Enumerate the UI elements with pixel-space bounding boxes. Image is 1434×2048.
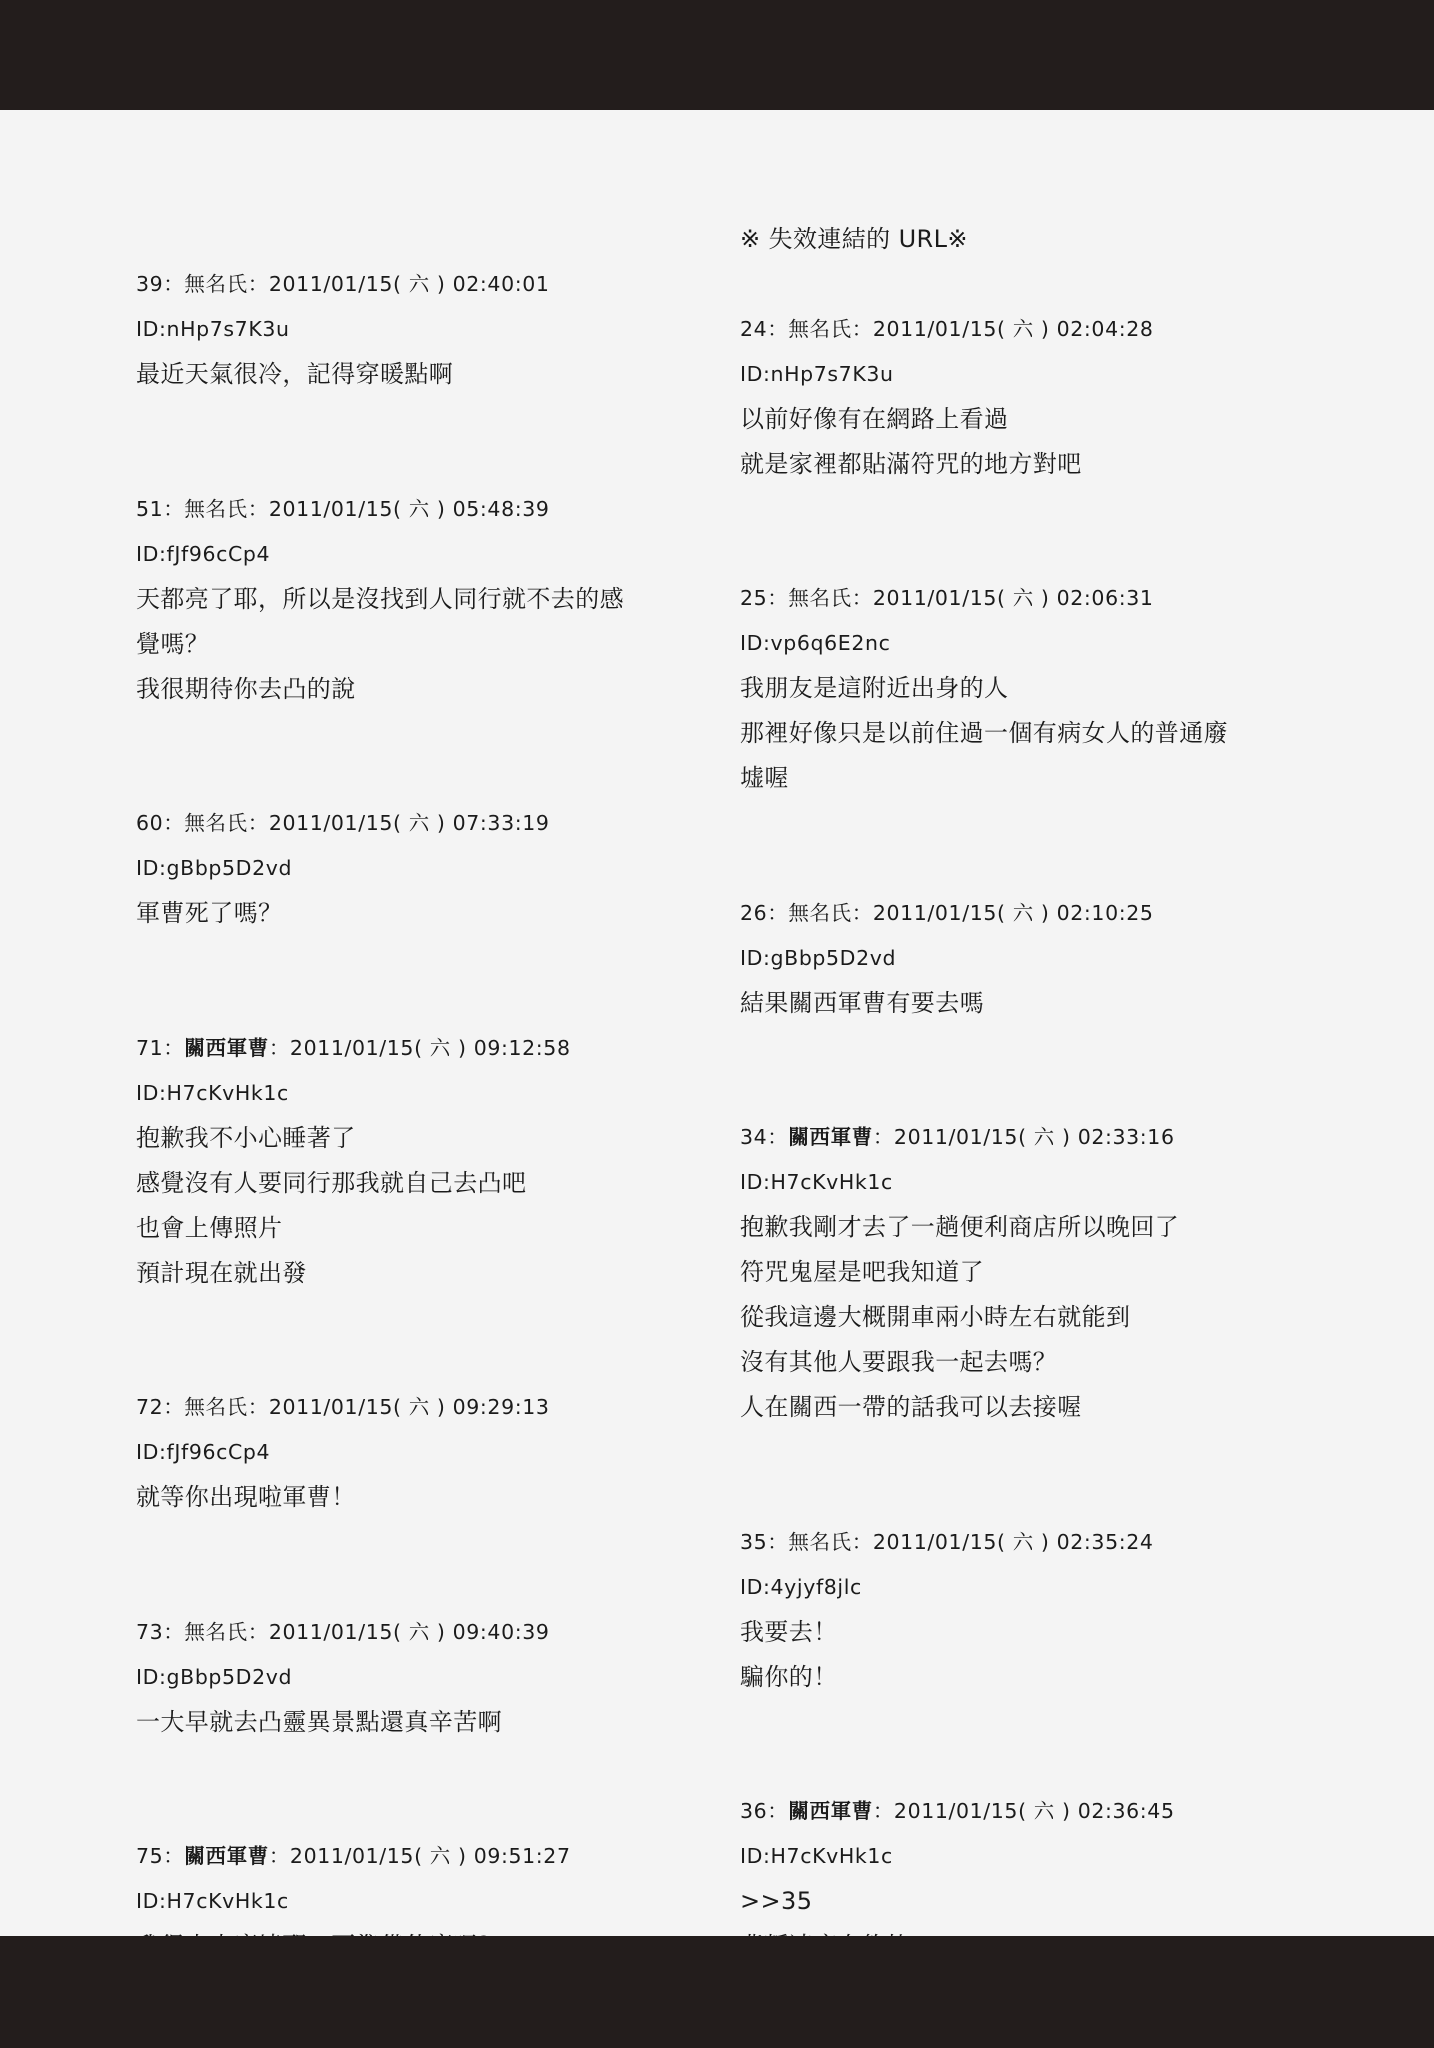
post-body-line: 我朋友是這附近出身的人 [740, 674, 1009, 702]
post-header [740, 1115, 1340, 1160]
post-body-line: 覺嗎？ [136, 629, 210, 658]
poster-name: 無名氏 [788, 900, 852, 925]
post-datetime: 2011/01/15( 六 ) 02:10:25 [872, 900, 1154, 925]
post-body-line: 抱歉我剛才去了一趟便利商店所以晚回了 [740, 1213, 1180, 1241]
right-column [740, 217, 1340, 1969]
post-spacer [740, 487, 1340, 577]
post-datetime: 2011/01/15( 六 ) 09:51:27 [289, 1844, 571, 1868]
post-39 [136, 262, 736, 397]
post-number: 75 [136, 1844, 164, 1868]
poster-name: 無名氏 [184, 1619, 248, 1644]
separator: ： [767, 586, 789, 610]
post-datetime: 2011/01/15( 六 ) 09:29:13 [268, 1395, 550, 1419]
post-spacer [136, 397, 736, 487]
post-datetime: 2011/01/15( 六 ) 02:33:16 [893, 1125, 1175, 1149]
post-datetime: 2011/01/15( 六 ) 09:40:39 [268, 1619, 550, 1644]
poster-id: ID:H7cKvHk1c [740, 1170, 893, 1194]
post-datetime: 2011/01/15( 六 ) 02:35:24 [872, 1529, 1154, 1554]
poster-id: ID:nHp7s7K3u [740, 361, 894, 386]
post-number: 36 [740, 1799, 768, 1823]
right-column-posts [740, 307, 1340, 1970]
post-datetime: 2011/01/15( 六 ) 07:33:19 [268, 811, 550, 835]
poster-name: 無名氏 [184, 272, 248, 296]
post-body-line: 騙你的！ [740, 1662, 838, 1691]
poster-id: ID:4yjyf8jlc [740, 1574, 862, 1599]
separator: ： [268, 1844, 290, 1868]
post-number: 24 [740, 316, 768, 341]
post-body-line: 從我這邊大概開車兩小時左右就能到 [740, 1303, 1131, 1331]
post-body-line: >>35 [740, 1887, 813, 1915]
post-datetime: 2011/01/15( 六 ) 02:04:28 [872, 316, 1154, 341]
post-header [136, 1610, 736, 1655]
post-spacer [136, 1296, 736, 1386]
post-number: 35 [740, 1529, 768, 1554]
post-body-line: 以前好像有在網路上看過 [740, 404, 1009, 433]
post-header [740, 307, 1340, 352]
post-51 [136, 487, 736, 712]
separator: ： [163, 272, 185, 296]
poster-name: 無名氏 [788, 1529, 852, 1554]
post-body-line: 就是家裡都貼滿符咒的地方對吧 [740, 449, 1082, 478]
post-number: 60 [136, 811, 164, 835]
post-25 [740, 576, 1340, 801]
separator: ： [767, 1799, 789, 1823]
post-body-line: 墟喔 [740, 764, 789, 792]
poster-name: 無名氏 [184, 496, 248, 521]
separator: ： [163, 1844, 185, 1868]
separator: ： [247, 272, 269, 296]
post-header [740, 891, 1340, 936]
post-72 [136, 1385, 736, 1520]
post-header [136, 1385, 736, 1430]
post-number: 72 [136, 1395, 164, 1419]
separator: ： [163, 1395, 185, 1419]
separator: ： [247, 1619, 269, 1644]
poster-name: 關西軍曹 [184, 1035, 269, 1060]
post-body-line: 最近天氣很冷，記得穿暖點啊 [136, 360, 454, 388]
post-header [136, 801, 736, 846]
separator: ： [268, 1035, 290, 1060]
bottom-black-band [0, 1936, 1434, 2048]
poster-id: ID:fJf96cCp4 [136, 541, 271, 566]
dead-link-notice: ※ 失效連結的 URL※ [740, 225, 968, 253]
post-header [740, 576, 1340, 621]
poster-name: 關西軍曹 [788, 1125, 873, 1149]
post-body-line: 一大早就去凸靈異景點還真辛苦啊 [136, 1707, 502, 1736]
post-71 [136, 1026, 736, 1296]
post-body-line: 符咒鬼屋是吧我知道了 [740, 1258, 984, 1286]
top-black-band [0, 0, 1434, 110]
separator: ： [247, 1395, 269, 1419]
post-body-line: 抱歉我不小心睡著了 [136, 1123, 356, 1152]
separator: ： [872, 1125, 894, 1149]
post-number: 25 [740, 586, 768, 610]
separator: ： [767, 1529, 789, 1554]
post-body-line: 結果關西軍曹有要去嗎 [740, 988, 984, 1017]
poster-id: ID:vp6q6E2nc [740, 631, 891, 655]
post-35 [740, 1520, 1340, 1700]
poster-name: 無名氏 [184, 1395, 248, 1419]
post-body-line: 預計現在就出發 [136, 1258, 307, 1287]
poster-name: 無名氏 [788, 316, 852, 341]
post-body-line: 那裡好像只是以前住過一個有病女人的普通廢 [740, 719, 1228, 747]
poster-id: ID:gBbp5D2vd [136, 856, 293, 880]
post-spacer [740, 1700, 1340, 1790]
post-spacer [740, 1430, 1340, 1520]
post-spacer [136, 936, 736, 1026]
separator: ： [767, 1125, 789, 1149]
post-26 [740, 891, 1340, 1026]
post-body-line: 感覺沒有人要同行那我就自己去凸吧 [136, 1168, 527, 1197]
separator: ： [163, 1035, 185, 1060]
separator: ： [163, 1619, 185, 1644]
post-datetime: 2011/01/15( 六 ) 05:48:39 [268, 496, 550, 521]
post-73 [136, 1610, 736, 1745]
poster-id: ID:H7cKvHk1c [136, 1889, 289, 1913]
post-number: 26 [740, 900, 768, 925]
post-datetime: 2011/01/15( 六 ) 02:40:01 [268, 272, 550, 296]
post-datetime: 2011/01/15( 六 ) 02:36:45 [893, 1799, 1175, 1823]
post-body-line: 沒有其他人要跟我一起去嗎？ [740, 1348, 1058, 1376]
post-spacer [136, 712, 736, 802]
separator: ： [851, 586, 873, 610]
post-spacer [740, 1026, 1340, 1116]
poster-name: 關西軍曹 [184, 1844, 269, 1868]
post-number: 51 [136, 496, 164, 521]
post-body-line: 軍曹死了嗎？ [136, 899, 283, 927]
post-body-line: 我很期待你去凸的說 [136, 674, 356, 703]
separator: ： [247, 811, 269, 835]
post-60 [136, 801, 736, 936]
separator: ： [767, 316, 789, 341]
post-body-line: 天都亮了耶，所以是沒找到人同行就不去的感 [136, 584, 624, 613]
post-34 [740, 1115, 1340, 1430]
post-body-line: 就等你出現啦軍曹！ [136, 1483, 356, 1511]
poster-name: 關西軍曹 [788, 1799, 873, 1823]
post-number: 39 [136, 272, 164, 296]
separator: ： [247, 496, 269, 521]
post-spacer [136, 1745, 736, 1835]
poster-id: ID:H7cKvHk1c [136, 1080, 289, 1105]
post-24 [740, 307, 1340, 487]
post-header [136, 1026, 736, 1071]
poster-name: 無名氏 [788, 586, 852, 610]
separator: ： [851, 316, 873, 341]
post-number: 73 [136, 1619, 164, 1644]
poster-id: ID:nHp7s7K3u [136, 317, 290, 341]
left-column [136, 262, 736, 1969]
post-datetime: 2011/01/15( 六 ) 02:06:31 [872, 586, 1154, 610]
post-body-line: 我要去！ [740, 1617, 838, 1646]
post-spacer [136, 1520, 736, 1610]
post-number: 34 [740, 1125, 768, 1149]
post-header [136, 487, 736, 532]
separator: ： [767, 900, 789, 925]
post-body-line: 人在關西一帶的話我可以去接喔 [740, 1393, 1082, 1421]
poster-id: ID:gBbp5D2vd [740, 945, 897, 970]
spacer [740, 262, 1340, 307]
separator: ： [163, 811, 185, 835]
post-header [740, 1789, 1340, 1834]
post-header [740, 1520, 1340, 1565]
post-datetime: 2011/01/15( 六 ) 09:12:58 [289, 1035, 571, 1060]
post-header [136, 262, 736, 307]
poster-id: ID:fJf96cCp4 [136, 1440, 271, 1464]
separator: ： [851, 1529, 873, 1554]
separator: ： [872, 1799, 894, 1823]
post-header [136, 1834, 736, 1879]
poster-name: 無名氏 [184, 811, 248, 835]
poster-id: ID:gBbp5D2vd [136, 1664, 293, 1689]
post-number: 71 [136, 1035, 164, 1060]
poster-id: ID:H7cKvHk1c [740, 1844, 893, 1868]
separator: ： [163, 496, 185, 521]
post-body-line: 也會上傳照片 [136, 1213, 283, 1242]
post-spacer [740, 801, 1340, 891]
separator: ： [851, 900, 873, 925]
